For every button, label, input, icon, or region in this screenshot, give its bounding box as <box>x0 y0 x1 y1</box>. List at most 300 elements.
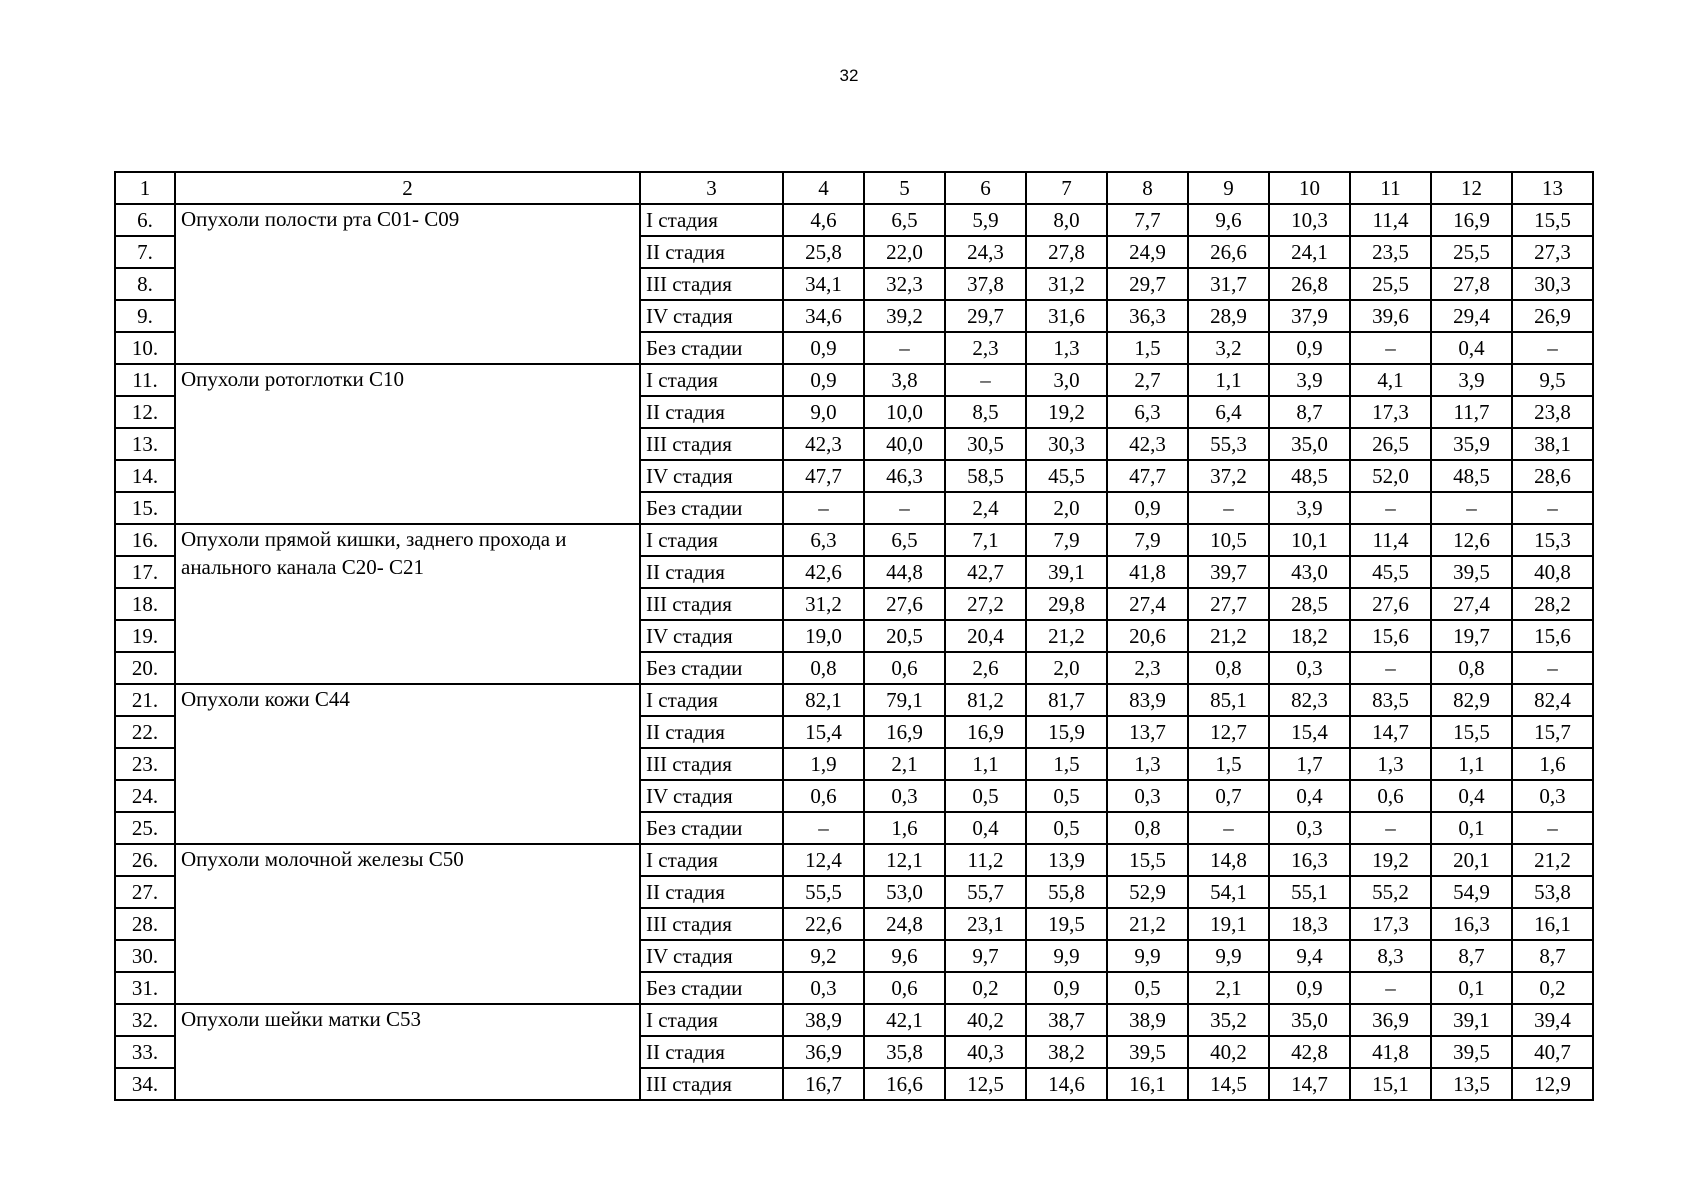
value-cell: 39,7 <box>1188 556 1269 588</box>
value-cell: 1,7 <box>1269 748 1350 780</box>
value-cell: 8,7 <box>1269 396 1350 428</box>
value-cell: 1,1 <box>1431 748 1512 780</box>
value-cell: 0,3 <box>1269 812 1350 844</box>
column-header: 9 <box>1188 172 1269 204</box>
value-cell: 40,3 <box>945 1036 1026 1068</box>
value-cell: 14,5 <box>1188 1068 1269 1100</box>
page-number: 32 <box>839 66 859 85</box>
value-cell: 16,3 <box>1431 908 1512 940</box>
value-cell: 9,2 <box>783 940 864 972</box>
row-number: 31. <box>115 972 175 1004</box>
value-cell: 21,2 <box>1512 844 1593 876</box>
value-cell: 34,1 <box>783 268 864 300</box>
value-cell: 15,7 <box>1512 716 1593 748</box>
value-cell: 11,4 <box>1350 524 1431 556</box>
value-cell: 15,6 <box>1512 620 1593 652</box>
value-cell: 24,8 <box>864 908 945 940</box>
value-cell: 11,7 <box>1431 396 1512 428</box>
value-cell: 27,6 <box>1350 588 1431 620</box>
value-cell: 10,5 <box>1188 524 1269 556</box>
value-cell: 3,8 <box>864 364 945 396</box>
value-cell: 16,9 <box>1431 204 1512 236</box>
value-cell: – <box>783 492 864 524</box>
value-cell: 25,8 <box>783 236 864 268</box>
value-cell: 24,9 <box>1107 236 1188 268</box>
value-cell: – <box>1188 812 1269 844</box>
value-cell: – <box>1512 652 1593 684</box>
value-cell: 0,8 <box>1431 652 1512 684</box>
value-cell: 1,1 <box>945 748 1026 780</box>
row-number: 21. <box>115 684 175 716</box>
row-number: 6. <box>115 204 175 236</box>
column-header: 13 <box>1512 172 1593 204</box>
stage-label: II стадия <box>640 1036 783 1068</box>
value-cell: 1,3 <box>1107 748 1188 780</box>
value-cell: 1,6 <box>1512 748 1593 780</box>
value-cell: 43,0 <box>1269 556 1350 588</box>
value-cell: 2,6 <box>945 652 1026 684</box>
value-cell: 79,1 <box>864 684 945 716</box>
stage-label: Без стадии <box>640 652 783 684</box>
value-cell: 24,3 <box>945 236 1026 268</box>
value-cell: 83,9 <box>1107 684 1188 716</box>
value-cell: 21,2 <box>1107 908 1188 940</box>
value-cell: 0,4 <box>1431 332 1512 364</box>
value-cell: 35,8 <box>864 1036 945 1068</box>
value-cell: 48,5 <box>1269 460 1350 492</box>
value-cell: 12,9 <box>1512 1068 1593 1100</box>
value-cell: 58,5 <box>945 460 1026 492</box>
value-cell: 35,0 <box>1269 1004 1350 1036</box>
column-header: 4 <box>783 172 864 204</box>
value-cell: 27,8 <box>1431 268 1512 300</box>
value-cell: 2,3 <box>1107 652 1188 684</box>
value-cell: 16,6 <box>864 1068 945 1100</box>
value-cell: 55,1 <box>1269 876 1350 908</box>
stage-label: III стадия <box>640 268 783 300</box>
value-cell: 0,2 <box>1512 972 1593 1004</box>
stage-label: III стадия <box>640 748 783 780</box>
stage-label: Без стадии <box>640 812 783 844</box>
value-cell: 42,7 <box>945 556 1026 588</box>
value-cell: 16,7 <box>783 1068 864 1100</box>
value-cell: 36,9 <box>1350 1004 1431 1036</box>
row-number: 23. <box>115 748 175 780</box>
value-cell: 18,3 <box>1269 908 1350 940</box>
value-cell: 42,6 <box>783 556 864 588</box>
value-cell: 16,3 <box>1269 844 1350 876</box>
value-cell: 1,6 <box>864 812 945 844</box>
value-cell: 15,9 <box>1026 716 1107 748</box>
value-cell: 42,3 <box>783 428 864 460</box>
value-cell: 31,2 <box>1026 268 1107 300</box>
value-cell: – <box>864 492 945 524</box>
value-cell: 82,4 <box>1512 684 1593 716</box>
value-cell: 16,1 <box>1107 1068 1188 1100</box>
value-cell: 39,5 <box>1431 556 1512 588</box>
value-cell: 9,9 <box>1026 940 1107 972</box>
column-header: 5 <box>864 172 945 204</box>
value-cell: 19,5 <box>1026 908 1107 940</box>
value-cell: 0,1 <box>1431 972 1512 1004</box>
value-cell: 38,7 <box>1026 1004 1107 1036</box>
value-cell: 0,7 <box>1188 780 1269 812</box>
value-cell: 39,1 <box>1026 556 1107 588</box>
value-cell: – <box>945 364 1026 396</box>
value-cell: 28,5 <box>1269 588 1350 620</box>
table-row <box>115 1004 1593 1036</box>
value-cell: 6,4 <box>1188 396 1269 428</box>
value-cell: 3,9 <box>1269 364 1350 396</box>
value-cell: 40,8 <box>1512 556 1593 588</box>
value-cell: 20,5 <box>864 620 945 652</box>
stage-label: I стадия <box>640 684 783 716</box>
tumor-group-name: Опухоли молочной железы С50 <box>175 844 640 1004</box>
value-cell: 16,1 <box>1512 908 1593 940</box>
row-number: 20. <box>115 652 175 684</box>
tumor-group-name: Опухоли полости рта С01- С09 <box>175 204 640 364</box>
stage-label: I стадия <box>640 844 783 876</box>
value-cell: 15,6 <box>1350 620 1431 652</box>
value-cell: 26,8 <box>1269 268 1350 300</box>
value-cell: 42,1 <box>864 1004 945 1036</box>
value-cell: 2,0 <box>1026 492 1107 524</box>
row-number: 11. <box>115 364 175 396</box>
value-cell: 9,7 <box>945 940 1026 972</box>
column-header: 7 <box>1026 172 1107 204</box>
value-cell: 53,0 <box>864 876 945 908</box>
value-cell: 29,4 <box>1431 300 1512 332</box>
stage-label: I стадия <box>640 204 783 236</box>
value-cell: 27,4 <box>1431 588 1512 620</box>
value-cell: 54,9 <box>1431 876 1512 908</box>
value-cell: 13,7 <box>1107 716 1188 748</box>
value-cell: 40,0 <box>864 428 945 460</box>
value-cell: 0,3 <box>1512 780 1593 812</box>
value-cell: 20,6 <box>1107 620 1188 652</box>
value-cell: 21,2 <box>1026 620 1107 652</box>
stage-label: IV стадия <box>640 620 783 652</box>
value-cell: 28,2 <box>1512 588 1593 620</box>
value-cell: 0,9 <box>1269 332 1350 364</box>
row-number: 33. <box>115 1036 175 1068</box>
value-cell: 10,3 <box>1269 204 1350 236</box>
value-cell: 6,3 <box>783 524 864 556</box>
value-cell: 40,2 <box>945 1004 1026 1036</box>
value-cell: 15,4 <box>1269 716 1350 748</box>
stage-label: Без стадии <box>640 972 783 1004</box>
value-cell: 5,9 <box>945 204 1026 236</box>
value-cell: 12,1 <box>864 844 945 876</box>
value-cell: 7,1 <box>945 524 1026 556</box>
statistics-table <box>114 171 1594 1101</box>
column-header: 3 <box>640 172 783 204</box>
value-cell: 8,5 <box>945 396 1026 428</box>
value-cell: 2,1 <box>864 748 945 780</box>
value-cell: 9,6 <box>864 940 945 972</box>
value-cell: 31,2 <box>783 588 864 620</box>
value-cell: 1,5 <box>1026 748 1107 780</box>
value-cell: 29,8 <box>1026 588 1107 620</box>
value-cell: 12,7 <box>1188 716 1269 748</box>
value-cell: 28,9 <box>1188 300 1269 332</box>
value-cell: 55,5 <box>783 876 864 908</box>
column-header: 2 <box>175 172 640 204</box>
value-cell: 0,4 <box>945 812 1026 844</box>
table-row <box>115 684 1593 716</box>
value-cell: 16,9 <box>945 716 1026 748</box>
value-cell: 19,1 <box>1188 908 1269 940</box>
value-cell: 29,7 <box>945 300 1026 332</box>
value-cell: 0,9 <box>1026 972 1107 1004</box>
value-cell: 31,6 <box>1026 300 1107 332</box>
value-cell: 7,7 <box>1107 204 1188 236</box>
value-cell: 39,5 <box>1107 1036 1188 1068</box>
value-cell: 22,0 <box>864 236 945 268</box>
stage-label: IV стадия <box>640 300 783 332</box>
value-cell: 39,1 <box>1431 1004 1512 1036</box>
value-cell: 39,2 <box>864 300 945 332</box>
value-cell: – <box>1431 492 1512 524</box>
value-cell: 4,6 <box>783 204 864 236</box>
value-cell: 0,9 <box>783 332 864 364</box>
value-cell: 52,0 <box>1350 460 1431 492</box>
stage-label: I стадия <box>640 1004 783 1036</box>
value-cell: 8,3 <box>1350 940 1431 972</box>
value-cell: 27,4 <box>1107 588 1188 620</box>
value-cell: 19,2 <box>1026 396 1107 428</box>
value-cell: 45,5 <box>1026 460 1107 492</box>
value-cell: 40,2 <box>1188 1036 1269 1068</box>
value-cell: 2,0 <box>1026 652 1107 684</box>
value-cell: 0,3 <box>864 780 945 812</box>
value-cell: 44,8 <box>864 556 945 588</box>
value-cell: 35,9 <box>1431 428 1512 460</box>
value-cell: 55,7 <box>945 876 1026 908</box>
row-number: 17. <box>115 556 175 588</box>
value-cell: 30,5 <box>945 428 1026 460</box>
value-cell: 53,8 <box>1512 876 1593 908</box>
value-cell: 7,9 <box>1026 524 1107 556</box>
column-header: 1 <box>115 172 175 204</box>
value-cell: 0,4 <box>1431 780 1512 812</box>
stage-label: II стадия <box>640 556 783 588</box>
column-header: 12 <box>1431 172 1512 204</box>
value-cell: 12,4 <box>783 844 864 876</box>
value-cell: 36,9 <box>783 1036 864 1068</box>
value-cell: 42,3 <box>1107 428 1188 460</box>
value-cell: 8,0 <box>1026 204 1107 236</box>
row-number: 32. <box>115 1004 175 1036</box>
stage-label: II стадия <box>640 236 783 268</box>
value-cell: 46,3 <box>864 460 945 492</box>
value-cell: 2,4 <box>945 492 1026 524</box>
column-header: 10 <box>1269 172 1350 204</box>
stage-label: I стадия <box>640 364 783 396</box>
value-cell: 11,4 <box>1350 204 1431 236</box>
value-cell: 32,3 <box>864 268 945 300</box>
value-cell: 37,2 <box>1188 460 1269 492</box>
value-cell: – <box>1188 492 1269 524</box>
value-cell: – <box>1350 492 1431 524</box>
value-cell: 14,8 <box>1188 844 1269 876</box>
value-cell: 14,7 <box>1350 716 1431 748</box>
value-cell: – <box>783 812 864 844</box>
value-cell: 20,1 <box>1431 844 1512 876</box>
value-cell: 0,5 <box>1026 780 1107 812</box>
value-cell: 19,2 <box>1350 844 1431 876</box>
value-cell: 27,6 <box>864 588 945 620</box>
value-cell: 38,1 <box>1512 428 1593 460</box>
value-cell: 24,1 <box>1269 236 1350 268</box>
value-cell: 81,2 <box>945 684 1026 716</box>
value-cell: 20,4 <box>945 620 1026 652</box>
value-cell: 30,3 <box>1512 268 1593 300</box>
value-cell: 27,7 <box>1188 588 1269 620</box>
row-number: 27. <box>115 876 175 908</box>
row-number: 10. <box>115 332 175 364</box>
value-cell: 15,4 <box>783 716 864 748</box>
value-cell: 9,9 <box>1188 940 1269 972</box>
value-cell: – <box>1350 332 1431 364</box>
row-number: 19. <box>115 620 175 652</box>
value-cell: 34,6 <box>783 300 864 332</box>
value-cell: 6,3 <box>1107 396 1188 428</box>
value-cell: 52,9 <box>1107 876 1188 908</box>
value-cell: 2,1 <box>1188 972 1269 1004</box>
header-row <box>115 172 1593 204</box>
value-cell: 41,8 <box>1107 556 1188 588</box>
value-cell: – <box>1512 812 1593 844</box>
value-cell: 39,6 <box>1350 300 1431 332</box>
value-cell: 13,5 <box>1431 1068 1512 1100</box>
value-cell: 12,5 <box>945 1068 1026 1100</box>
stage-label: III стадия <box>640 1068 783 1100</box>
value-cell: 82,9 <box>1431 684 1512 716</box>
value-cell: 0,8 <box>1107 812 1188 844</box>
value-cell: 55,3 <box>1188 428 1269 460</box>
value-cell: 36,3 <box>1107 300 1188 332</box>
stage-label: II стадия <box>640 396 783 428</box>
row-number: 34. <box>115 1068 175 1100</box>
value-cell: 47,7 <box>1107 460 1188 492</box>
value-cell: 0,6 <box>864 972 945 1004</box>
tumor-group-name: Опухоли кожи С44 <box>175 684 640 844</box>
value-cell: 8,7 <box>1512 940 1593 972</box>
value-cell: 26,5 <box>1350 428 1431 460</box>
column-header: 11 <box>1350 172 1431 204</box>
value-cell: 85,1 <box>1188 684 1269 716</box>
row-number: 12. <box>115 396 175 428</box>
value-cell: 0,5 <box>1026 812 1107 844</box>
value-cell: 25,5 <box>1431 236 1512 268</box>
row-number: 7. <box>115 236 175 268</box>
value-cell: 15,5 <box>1512 204 1593 236</box>
value-cell: 41,8 <box>1350 1036 1431 1068</box>
value-cell: 38,2 <box>1026 1036 1107 1068</box>
table-row <box>115 844 1593 876</box>
row-number: 8. <box>115 268 175 300</box>
tumor-group-name: Опухоли ротоглотки С10 <box>175 364 640 524</box>
value-cell: 27,2 <box>945 588 1026 620</box>
value-cell: – <box>1350 652 1431 684</box>
value-cell: 1,9 <box>783 748 864 780</box>
value-cell: 54,1 <box>1188 876 1269 908</box>
value-cell: 48,5 <box>1431 460 1512 492</box>
stage-label: III стадия <box>640 428 783 460</box>
row-number: 30. <box>115 940 175 972</box>
tumor-group-name: Опухоли шейки матки С53 <box>175 1004 640 1100</box>
row-number: 26. <box>115 844 175 876</box>
value-cell: 35,0 <box>1269 428 1350 460</box>
value-cell: 16,9 <box>864 716 945 748</box>
value-cell: 2,7 <box>1107 364 1188 396</box>
value-cell: 0,5 <box>1107 972 1188 1004</box>
value-cell: 7,9 <box>1107 524 1188 556</box>
value-cell: 0,8 <box>783 652 864 684</box>
value-cell: 0,6 <box>783 780 864 812</box>
row-number: 9. <box>115 300 175 332</box>
value-cell: 42,8 <box>1269 1036 1350 1068</box>
value-cell: 27,8 <box>1026 236 1107 268</box>
row-number: 28. <box>115 908 175 940</box>
value-cell: 55,8 <box>1026 876 1107 908</box>
value-cell: 35,2 <box>1188 1004 1269 1036</box>
value-cell: 0,4 <box>1269 780 1350 812</box>
value-cell: 0,2 <box>945 972 1026 1004</box>
stage-label: IV стадия <box>640 460 783 492</box>
value-cell: 14,7 <box>1269 1068 1350 1100</box>
value-cell: 1,5 <box>1107 332 1188 364</box>
table-row <box>115 204 1593 236</box>
value-cell: 38,9 <box>783 1004 864 1036</box>
value-cell: 17,3 <box>1350 396 1431 428</box>
value-cell: 0,9 <box>783 364 864 396</box>
stage-label: II стадия <box>640 876 783 908</box>
value-cell: 23,5 <box>1350 236 1431 268</box>
value-cell: 37,8 <box>945 268 1026 300</box>
value-cell: 82,1 <box>783 684 864 716</box>
value-cell: 45,5 <box>1350 556 1431 588</box>
value-cell: 55,2 <box>1350 876 1431 908</box>
row-number: 15. <box>115 492 175 524</box>
stage-label: III стадия <box>640 908 783 940</box>
value-cell: 29,7 <box>1107 268 1188 300</box>
table-row <box>115 364 1593 396</box>
value-cell: 12,6 <box>1431 524 1512 556</box>
value-cell: 1,5 <box>1188 748 1269 780</box>
table-row <box>115 524 1593 556</box>
value-cell: 2,3 <box>945 332 1026 364</box>
value-cell: 40,7 <box>1512 1036 1593 1068</box>
value-cell: 15,1 <box>1350 1068 1431 1100</box>
stage-label: IV стадия <box>640 780 783 812</box>
value-cell: 0,9 <box>1107 492 1188 524</box>
value-cell: – <box>1350 812 1431 844</box>
value-cell: 11,2 <box>945 844 1026 876</box>
value-cell: 47,7 <box>783 460 864 492</box>
value-cell: – <box>1512 332 1593 364</box>
value-cell: 9,9 <box>1107 940 1188 972</box>
value-cell: 9,4 <box>1269 940 1350 972</box>
value-cell: 0,8 <box>1188 652 1269 684</box>
value-cell: 6,5 <box>864 524 945 556</box>
value-cell: 3,9 <box>1431 364 1512 396</box>
value-cell: 39,4 <box>1512 1004 1593 1036</box>
value-cell: 10,1 <box>1269 524 1350 556</box>
value-cell: 83,5 <box>1350 684 1431 716</box>
value-cell: 0,3 <box>1107 780 1188 812</box>
